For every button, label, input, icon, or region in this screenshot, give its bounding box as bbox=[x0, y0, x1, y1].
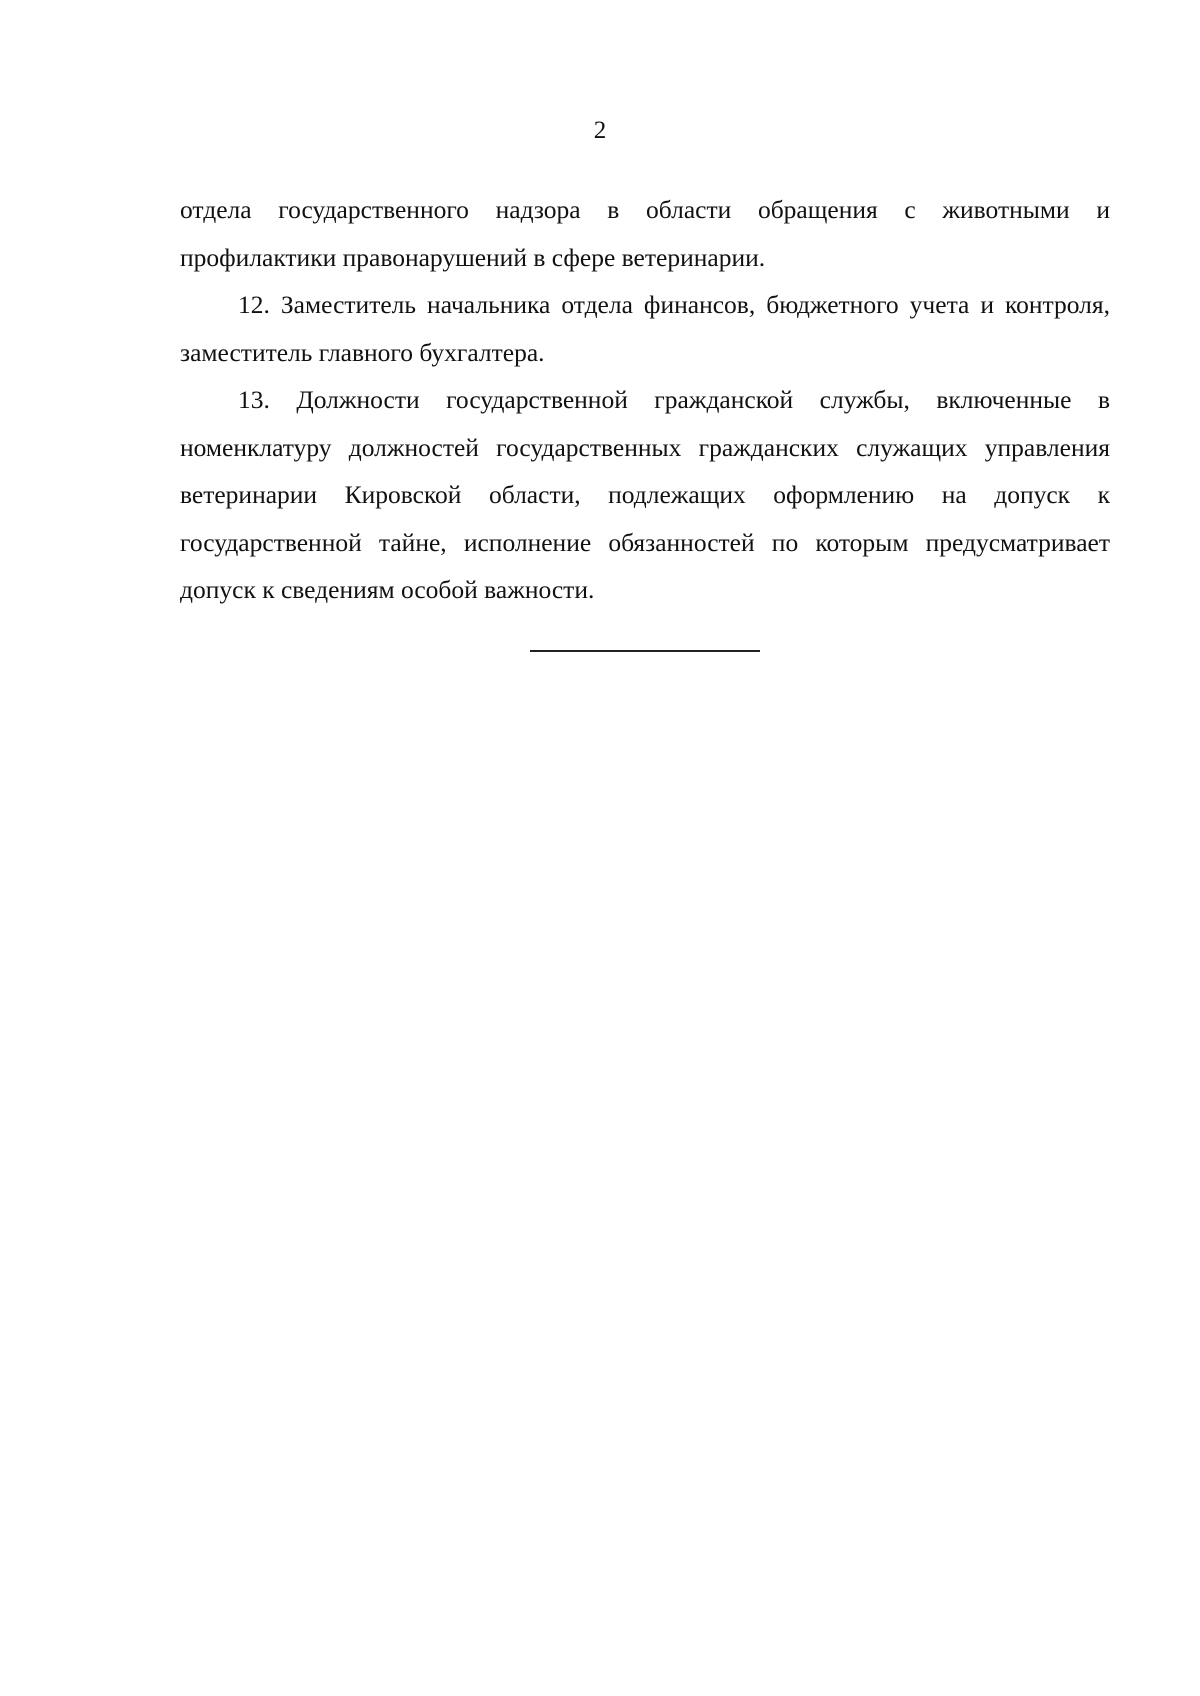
paragraph-item-12: 12. Заместитель начальника отдела финансов, бюджетного учета и контроля, заместитель главного бухгалтера. bbox=[180, 290, 1110, 367]
document-body bbox=[180, 186, 1110, 614]
paragraph-item-13: 13. Должности государственной гражданской службы, включенные в номенклатуру должностей государственных гражданских служащих управления ветеринарии Кировской области, подлежащих оформлению на допуск к государственной тайне, исполнение обязанностей по которым предусматривает допуск к сведениям особой важности. bbox=[180, 385, 1110, 604]
paragraph-continuation: отдела государственного надзора в области обращения с животными и профилактики правонарушений в сфере ветеринарии. bbox=[180, 195, 1110, 272]
page-number: 2 bbox=[593, 117, 607, 144]
end-of-text-rule bbox=[530, 650, 760, 652]
